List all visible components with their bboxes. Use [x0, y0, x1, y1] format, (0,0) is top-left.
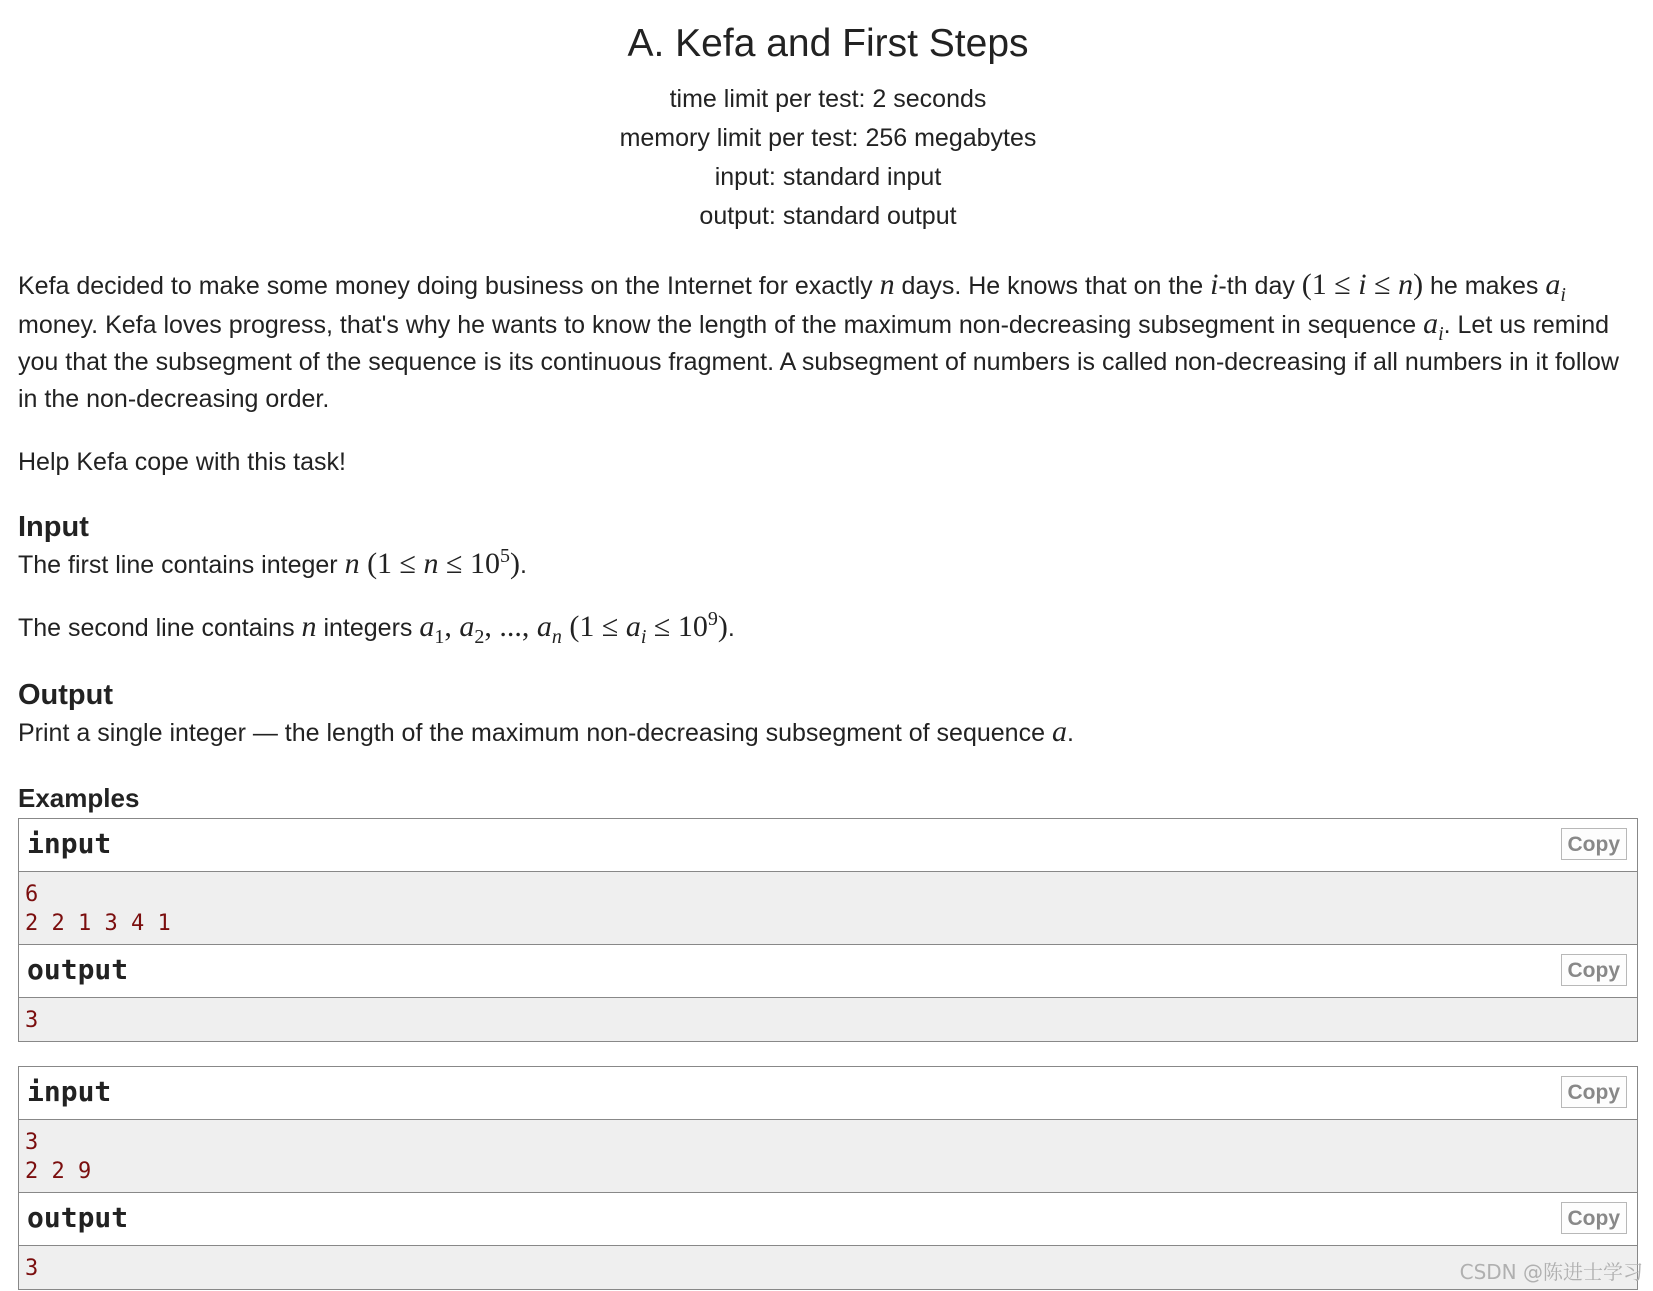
example-output-line: 3 [25, 1256, 39, 1281]
example-input-body [19, 872, 1637, 945]
watermark: CSDN @陈进士学习 [1459, 1260, 1643, 1284]
examples-title: Examples [18, 783, 140, 813]
problem-statement [18, 266, 1638, 814]
input-section-title: Input [18, 511, 89, 543]
example-output-label: output [27, 1201, 129, 1234]
example-block-1 [18, 818, 1638, 1042]
text-span: Kefa decided to make some money doing business on the Internet for exactly [18, 272, 880, 300]
example-input-line: 3 [25, 1130, 39, 1155]
example-input-label: input [27, 827, 112, 860]
copy-input-button[interactable]: Copy [1561, 828, 1628, 860]
example-output-header [19, 1193, 1637, 1246]
text-span: money. Kefa loves progress, that's why he wants to know the length of the maximum non-decreasing subsegment in sequence [18, 311, 1424, 339]
text-span: days. He knows that on the [894, 272, 1211, 300]
example-output-header [19, 945, 1637, 998]
example-block-2 [18, 1066, 1638, 1290]
example-input-line: 6 [25, 882, 39, 907]
output-file: output: standard output [699, 202, 957, 230]
example-output-line: 3 [25, 1008, 39, 1033]
math-a-i: $a_i$ [1423, 307, 1444, 345]
math-a-i: $a_i$ [1545, 268, 1566, 306]
output-section-title: Output [18, 679, 114, 711]
input-line-1: The first line contains integer n $(1 \le n \le 10^5)$. [18, 545, 527, 580]
copy-input-button[interactable]: Copy [1561, 1076, 1628, 1108]
example-input-line: 2 2 1 3 4 1 [25, 911, 171, 936]
problem-header [18, 0, 1638, 236]
input-line-2: The second line contains n integers $a_1$, $a_2$, ..., $a_n$ $(1 \le a_i \le 10^9)$. [18, 608, 735, 648]
example-input-header [19, 819, 1637, 872]
math-i: i [1210, 268, 1219, 301]
time-limit: time limit per test: 2 seconds [669, 85, 987, 113]
example-output-body [19, 998, 1637, 1041]
input-file: input: standard input [714, 163, 942, 191]
math-n: n [879, 268, 895, 301]
statement-help: Help Kefa cope with this task! [18, 448, 346, 476]
copy-output-button[interactable]: Copy [1561, 1202, 1628, 1234]
example-output-body [19, 1246, 1637, 1289]
math-range-i: (1 ≤ i ≤ n) [1301, 268, 1424, 301]
example-input-label: input [27, 1075, 112, 1108]
output-line: Print a single integer — the length of the maximum non-decreasing subsegment of sequence a. [18, 715, 1074, 748]
statement-paragraph [18, 266, 1638, 418]
problem-title: A. Kefa and First Steps [627, 22, 1029, 65]
copy-output-button[interactable]: Copy [1561, 954, 1628, 986]
example-input-body [19, 1120, 1637, 1193]
text-span: -th day [1218, 272, 1302, 300]
example-output-label: output [27, 953, 129, 986]
example-input-header [19, 1067, 1637, 1120]
problem-page [18, 0, 1638, 1290]
text-span: he makes [1423, 272, 1546, 300]
text-span: . Let us remind you that the subsegment of the sequence is its continuous fragment. A subsegment of numbers is called non-decreasing if all numbers in it follow in the non-decreasing order. [18, 311, 1619, 413]
example-input-line: 2 2 9 [25, 1159, 92, 1184]
memory-limit: memory limit per test: 256 megabytes [619, 124, 1037, 152]
